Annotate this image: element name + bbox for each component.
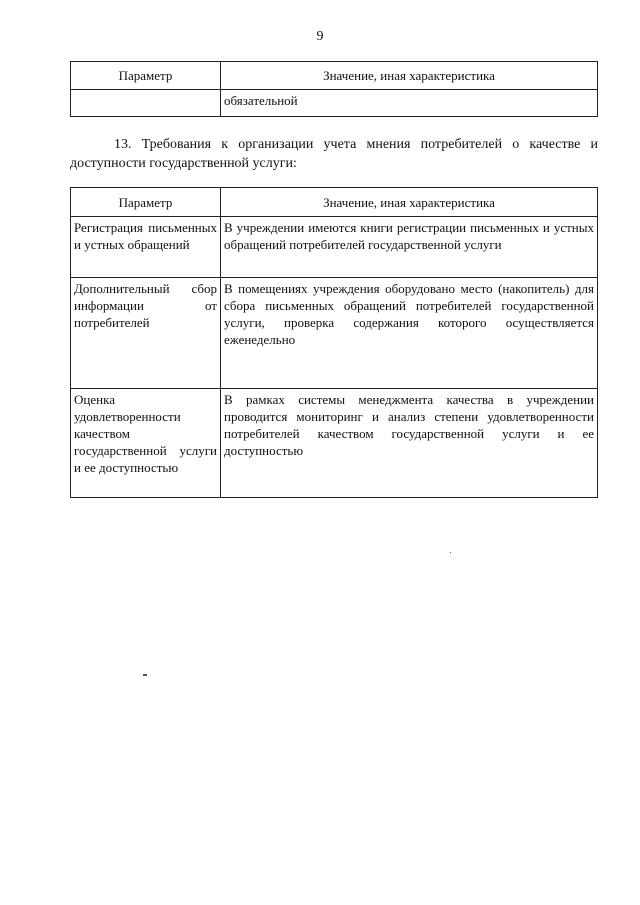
section-13-text: 13. Требования к организации учета мнения потребителей о качестве и доступности государственной услуги: — [70, 137, 598, 171]
scan-speck — [450, 552, 451, 553]
cell-value: В рамках системы менеджмента качества в учреждении проводится мониторинг и анализ степени удовлетворенности потребителей качеством государственной услуги и ее доступностью — [221, 389, 598, 498]
page-number: 9 — [316, 29, 324, 44]
table-row — [71, 278, 598, 389]
table-row — [71, 90, 598, 117]
table-row — [71, 217, 598, 278]
cell-parameter: Дополнительный сбор информации от потребителей — [71, 278, 221, 389]
scan-speck — [143, 674, 147, 676]
table-continuation — [70, 61, 598, 117]
header-parameter: Параметр — [71, 62, 221, 90]
cell-value: обязательной — [221, 90, 598, 117]
table-row — [71, 389, 598, 498]
table-header-row — [71, 62, 598, 90]
cell-parameter: Регистрация письменных и устных обращений — [71, 217, 221, 278]
header-value: Значение, иная характеристика — [221, 188, 598, 217]
header-value: Значение, иная характеристика — [221, 62, 598, 90]
requirements-table — [70, 187, 598, 498]
header-parameter: Параметр — [71, 188, 221, 217]
table-header-row — [71, 188, 598, 217]
cell-parameter — [71, 90, 221, 117]
cell-value: В учреждении имеются книги регистрации письменных и устных обращений потребителей государственной услуги — [221, 217, 598, 278]
cell-parameter: Оценка удовлетворенности качеством государственной услуги и ее доступностью — [71, 389, 221, 498]
cell-value: В помещениях учреждения оборудовано место (накопитель) для сбора письменных обращений потребителей государственной услуги, проверка содержания которого осуществляется еженедельно — [221, 278, 598, 389]
